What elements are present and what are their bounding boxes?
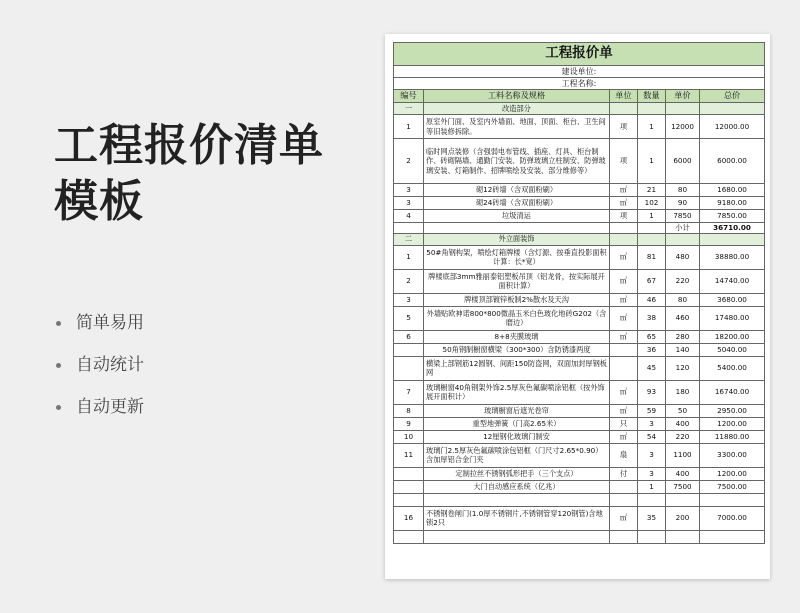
cell-unit: 只 — [610, 417, 638, 430]
col-header-unit: 单位 — [610, 90, 638, 103]
cell-total: 17480.00 — [700, 306, 765, 330]
cell-price: 400 — [666, 467, 700, 480]
cell-name: 牌楼顶部镀锌板制2%散水及天沟 — [424, 293, 610, 306]
empty-cell — [666, 233, 700, 245]
table-row — [394, 480, 765, 493]
cell-name: 重型地弹簧（门高2.65米） — [424, 417, 610, 430]
cell-total: 3680.00 — [700, 293, 765, 306]
cell-unit: ㎡ — [610, 506, 638, 530]
cell-unit: ㎡ — [610, 245, 638, 269]
cell-price — [666, 530, 700, 543]
cell-price: 480 — [666, 245, 700, 269]
cell-total: 1200.00 — [700, 417, 765, 430]
feature-item: 自动统计 — [56, 354, 144, 392]
cell-price: 280 — [666, 330, 700, 343]
cell-unit: ㎡ — [610, 197, 638, 210]
table-row — [394, 380, 765, 404]
feature-item: 自动更新 — [56, 396, 144, 434]
cell-total: 11880.00 — [700, 430, 765, 443]
cell-no: 1 — [394, 115, 424, 139]
cell-unit: 项 — [610, 115, 638, 139]
cell-price — [666, 493, 700, 506]
info-row — [394, 66, 765, 78]
empty-cell — [700, 233, 765, 245]
cell-total — [700, 530, 765, 543]
cell-no: 6 — [394, 330, 424, 343]
cell-name — [424, 493, 610, 506]
cell-name — [424, 530, 610, 543]
table-row — [394, 245, 765, 269]
col-header-price: 单价 — [666, 90, 700, 103]
col-header-no: 编号 — [394, 90, 424, 103]
cell-total: 5040.00 — [700, 343, 765, 356]
empty-cell — [424, 223, 610, 234]
table-row — [394, 197, 765, 210]
table-row — [394, 293, 765, 306]
cell-name: 50角钢制橱窗横梁（300*300）含防锈漆两度 — [424, 343, 610, 356]
cell-total: 7850.00 — [700, 210, 765, 223]
table-row — [394, 417, 765, 430]
cell-unit: 项 — [610, 210, 638, 223]
cell-unit — [610, 493, 638, 506]
empty-cell — [638, 223, 666, 234]
cell-no: 3 — [394, 184, 424, 197]
cell-total: 12000.00 — [700, 115, 765, 139]
cell-price: 120 — [666, 356, 700, 380]
cell-total: 18200.00 — [700, 330, 765, 343]
cell-no — [394, 467, 424, 480]
cell-price: 90 — [666, 197, 700, 210]
cell-total: 2950.00 — [700, 404, 765, 417]
cell-qty: 1 — [638, 139, 666, 184]
cell-total: 7000.00 — [700, 506, 765, 530]
cell-unit: 扇 — [610, 443, 638, 467]
cell-price: 220 — [666, 269, 700, 293]
cell-unit: ㎡ — [610, 306, 638, 330]
cell-name: 临时网点装修（含强弱电布管线、插座、灯具、柜台制作、砖砌隔墙、通勤门安装、防弹玻璃立柱制安、防弹玻璃安装、灯箱制作、招牌喷绘及安装、部分维修等） — [424, 139, 610, 184]
section-name: 改造部分 — [424, 103, 610, 115]
quotation-table — [393, 42, 765, 544]
cell-qty: 93 — [638, 380, 666, 404]
cell-name: 玻璃橱窗40角钢架外饰2.5厚灰色氟碳喷涂铝框（按外饰展开面积计） — [424, 380, 610, 404]
cell-name: 不锈钢卷闸门(1.0厚不锈钢片,不锈钢管穿120钢管)含地锁2只 — [424, 506, 610, 530]
cell-qty: 65 — [638, 330, 666, 343]
cell-name: 8+8夹膜玻璃 — [424, 330, 610, 343]
cell-qty: 3 — [638, 467, 666, 480]
cell-unit: ㎡ — [610, 380, 638, 404]
cell-qty — [638, 530, 666, 543]
feature-list — [56, 312, 144, 438]
cell-price: 400 — [666, 417, 700, 430]
cell-no: 2 — [394, 139, 424, 184]
bullet-icon — [56, 363, 61, 368]
table-row — [394, 115, 765, 139]
cell-name: 大门自动感应系统（亿兆） — [424, 480, 610, 493]
table-row — [394, 443, 765, 467]
cell-qty: 81 — [638, 245, 666, 269]
bullet-icon — [56, 321, 61, 326]
cell-qty: 59 — [638, 404, 666, 417]
cell-price: 50 — [666, 404, 700, 417]
cell-total — [700, 493, 765, 506]
cell-no: 1 — [394, 245, 424, 269]
empty-cell — [610, 103, 638, 115]
cell-name: 砌24砖墙（含双面粉刷） — [424, 197, 610, 210]
cell-price: 1100 — [666, 443, 700, 467]
sheet-title-row — [394, 43, 765, 66]
table-row — [394, 430, 765, 443]
cell-name: 牌楼底部3mm雅丽泰铝塑板吊顶（铝龙骨，按实际展开面积计算） — [424, 269, 610, 293]
cell-unit: ㎡ — [610, 293, 638, 306]
cell-unit: 项 — [610, 139, 638, 184]
section-no: 二 — [394, 233, 424, 245]
cell-no: 2 — [394, 269, 424, 293]
section-no: 一 — [394, 103, 424, 115]
cell-no: 3 — [394, 293, 424, 306]
empty-cell — [666, 103, 700, 115]
subtotal-row — [394, 223, 765, 234]
cell-qty: 67 — [638, 269, 666, 293]
info-row — [394, 78, 765, 90]
table-row — [394, 530, 765, 543]
cell-qty: 38 — [638, 306, 666, 330]
cell-no: 8 — [394, 404, 424, 417]
table-row — [394, 269, 765, 293]
table-row — [394, 210, 765, 223]
cell-qty — [638, 493, 666, 506]
cell-no: 10 — [394, 430, 424, 443]
sheet-title: 工程报价单 — [394, 43, 765, 66]
cell-unit — [610, 356, 638, 380]
cell-unit: ㎡ — [610, 330, 638, 343]
empty-cell — [610, 233, 638, 245]
cell-unit — [610, 343, 638, 356]
col-header-name: 工料名称及规格 — [424, 90, 610, 103]
cell-no: 16 — [394, 506, 424, 530]
cell-price: 80 — [666, 184, 700, 197]
cell-total: 1200.00 — [700, 467, 765, 480]
cell-no: 5 — [394, 306, 424, 330]
empty-cell — [610, 223, 638, 234]
subtotal-label: 小计 — [666, 223, 700, 234]
cell-total: 3300.00 — [700, 443, 765, 467]
col-header-total: 总价 — [700, 90, 765, 103]
cell-qty: 1 — [638, 480, 666, 493]
cell-qty: 3 — [638, 417, 666, 430]
cell-unit — [610, 480, 638, 493]
cell-no — [394, 493, 424, 506]
cell-unit — [610, 530, 638, 543]
cell-total: 38880.00 — [700, 245, 765, 269]
cell-name: 砌12砖墙（含双面粉刷） — [424, 184, 610, 197]
table-row — [394, 404, 765, 417]
cell-price: 220 — [666, 430, 700, 443]
cell-qty: 54 — [638, 430, 666, 443]
table-row — [394, 306, 765, 330]
cell-qty: 3 — [638, 443, 666, 467]
cell-name: 垃圾清运 — [424, 210, 610, 223]
cell-no: 11 — [394, 443, 424, 467]
cell-price: 80 — [666, 293, 700, 306]
cell-no — [394, 356, 424, 380]
cell-unit: ㎡ — [610, 184, 638, 197]
cell-qty: 1 — [638, 210, 666, 223]
cell-price: 460 — [666, 306, 700, 330]
cell-qty: 36 — [638, 343, 666, 356]
section-name: 外立面装饰 — [424, 233, 610, 245]
section-row — [394, 103, 765, 115]
cell-unit: ㎡ — [610, 404, 638, 417]
cell-price: 6000 — [666, 139, 700, 184]
table-row — [394, 493, 765, 506]
cell-name: 原室外门面、及室内外墙面、地面、顶面、柜台、卫生间等旧装修拆除。 — [424, 115, 610, 139]
project-label: 工程名称: — [394, 78, 765, 90]
empty-cell — [700, 103, 765, 115]
cell-no: 3 — [394, 197, 424, 210]
cell-name: 横梁上部钢筋12圆钢、间距150防盗网，双面加封厚钢板网 — [424, 356, 610, 380]
cell-no — [394, 530, 424, 543]
empty-cell — [638, 233, 666, 245]
cell-name: 外墙贴欧神诺800*800微晶玉米白色玻化地砖G202（含磨边） — [424, 306, 610, 330]
cell-total: 14740.00 — [700, 269, 765, 293]
cell-total: 5400.00 — [700, 356, 765, 380]
cell-name: 12厘钢化玻璃门制安 — [424, 430, 610, 443]
table-row — [394, 467, 765, 480]
cell-unit: 付 — [610, 467, 638, 480]
cell-name: 50#角钢构架，喷绘灯箱牌楼（含灯源、按垂直投影面积计算：长*宽） — [424, 245, 610, 269]
bullet-icon — [56, 405, 61, 410]
cell-qty: 102 — [638, 197, 666, 210]
table-row — [394, 343, 765, 356]
quotation-sheet — [385, 34, 770, 579]
table-row — [394, 356, 765, 380]
cell-price: 12000 — [666, 115, 700, 139]
cell-total: 1680.00 — [700, 184, 765, 197]
empty-cell — [394, 223, 424, 234]
subtotal-value: 36710.00 — [700, 223, 765, 234]
cell-qty: 45 — [638, 356, 666, 380]
cell-no: 7 — [394, 380, 424, 404]
cell-qty: 46 — [638, 293, 666, 306]
cell-price: 7500 — [666, 480, 700, 493]
cell-qty: 21 — [638, 184, 666, 197]
cell-no: 4 — [394, 210, 424, 223]
table-row — [394, 506, 765, 530]
cell-price: 7850 — [666, 210, 700, 223]
cell-unit: ㎡ — [610, 269, 638, 293]
cell-total: 9180.00 — [700, 197, 765, 210]
table-row — [394, 184, 765, 197]
cell-no — [394, 343, 424, 356]
cell-qty: 35 — [638, 506, 666, 530]
cell-unit: ㎡ — [610, 430, 638, 443]
cell-total: 16740.00 — [700, 380, 765, 404]
cell-name: 定制拉丝不锈钢弧形把手（三个支点） — [424, 467, 610, 480]
table-row — [394, 330, 765, 343]
cell-total: 6000.00 — [700, 139, 765, 184]
section-row — [394, 233, 765, 245]
empty-cell — [638, 103, 666, 115]
cell-name: 玻璃橱窗后遮光卷帘 — [424, 404, 610, 417]
cell-qty: 1 — [638, 115, 666, 139]
cell-price: 180 — [666, 380, 700, 404]
client-label: 建设单位: — [394, 66, 765, 78]
cell-no: 9 — [394, 417, 424, 430]
col-header-qty: 数量 — [638, 90, 666, 103]
header-row — [394, 90, 765, 103]
table-row — [394, 139, 765, 184]
cell-name: 玻璃门2.5厚灰色氟碳喷涂包铝框（门尺寸2.65*0.90）含加厚铝合金门夹 — [424, 443, 610, 467]
page-title: 工程报价清单模板 — [54, 120, 324, 227]
feature-item: 简单易用 — [56, 312, 144, 350]
cell-price: 140 — [666, 343, 700, 356]
cell-price: 200 — [666, 506, 700, 530]
cell-total: 7500.00 — [700, 480, 765, 493]
cell-no — [394, 480, 424, 493]
